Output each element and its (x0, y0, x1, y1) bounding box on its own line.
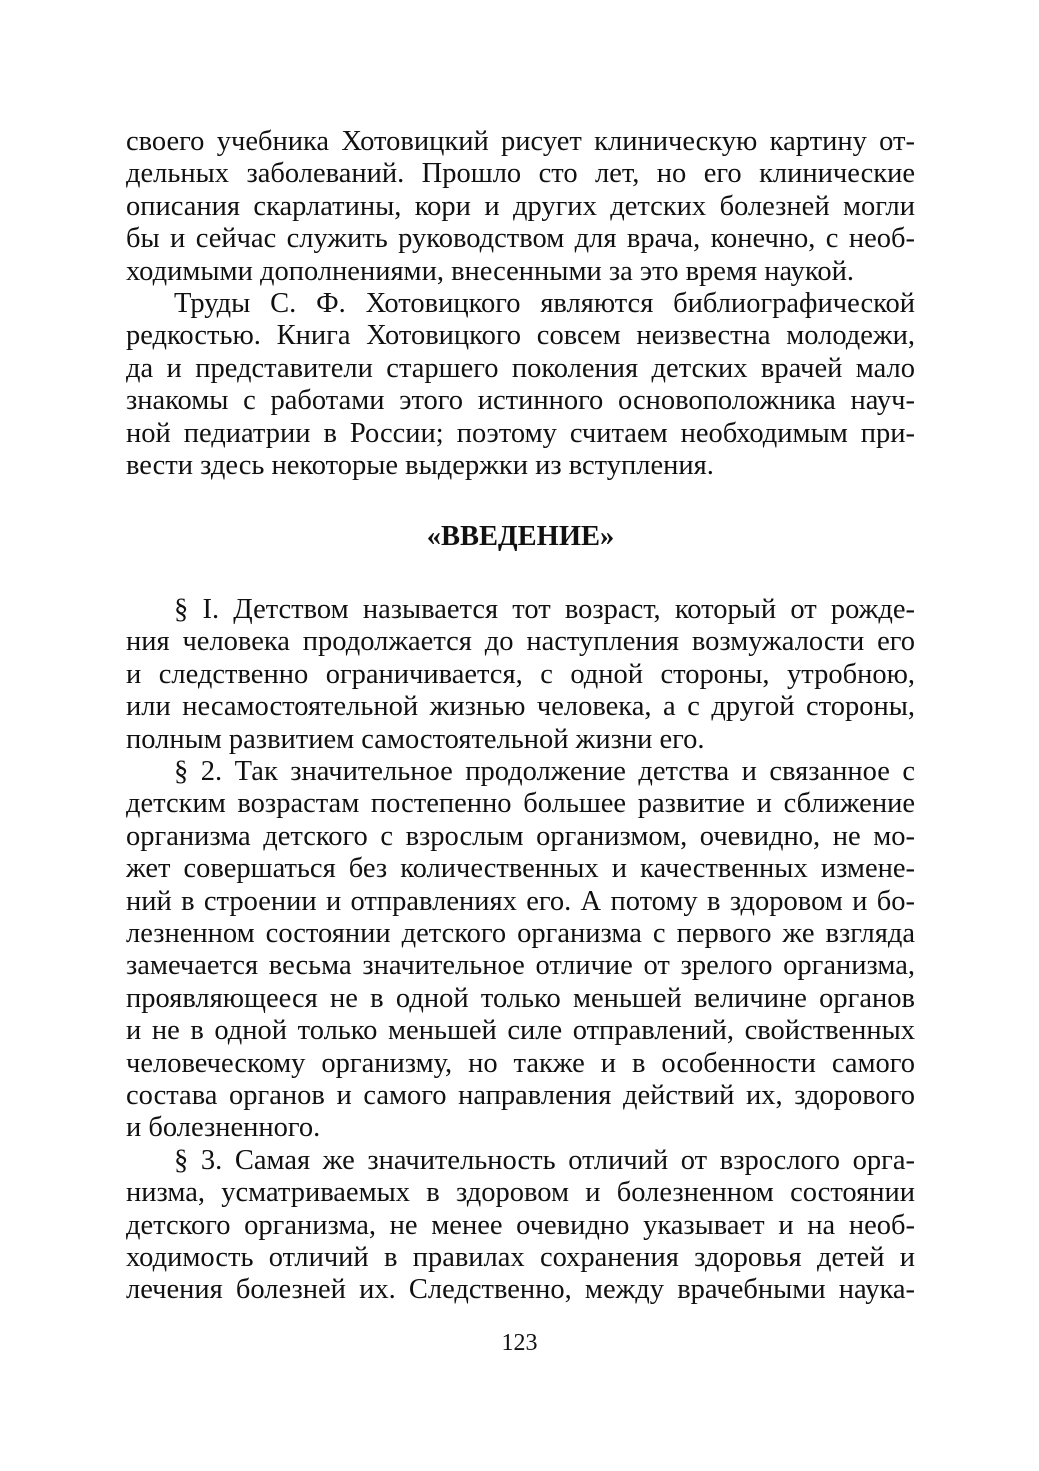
text-line: или несамостоятельной жизнью человека, а с другой стороны, (126, 691, 915, 723)
text-line: вести здесь некоторые выдержки из вступления. (126, 450, 714, 482)
text-line: своего учебника Хотовицкий рисует клиническую картину от- (126, 126, 915, 157)
intro-paragraph (126, 126, 915, 288)
text-line: полным развитием самостоятельной жизни его. (126, 723, 705, 755)
text-line: лезненном состоянии детского организма с первого же взгляда (126, 917, 915, 949)
text-line: и не в одной только меньшей силе отправлений, свойственных (126, 1015, 915, 1047)
intro-paragraph (126, 288, 915, 482)
text-line: организма детского с взрослым организмом, очевидно, не мо- (126, 820, 915, 852)
text-line: низма, усматриваемых в здоровом и болезненном состоянии (126, 1177, 915, 1209)
text-line: дельных заболеваний. Прошло сто лет, но его клинические (126, 158, 915, 190)
text-line: и болезненного. (126, 1112, 321, 1144)
text-line: ходимыми дополнениями, внесенными за это время наукой. (126, 255, 854, 287)
text-line: да и представители старшего поколения детских врачей мало (126, 352, 915, 384)
text-line: проявляющееся не в одной только меньшей величине органов (126, 982, 915, 1014)
book-page (126, 126, 915, 1307)
text-line: ходимость отличий в правилах сохранения здоровья детей и (126, 1242, 915, 1273)
introduction-paragraph (126, 756, 915, 1145)
text-line: состава органов и самого направления действий их, здорового (126, 1079, 915, 1111)
text-line: ной педиатрии в России; поэтому считаем необходимым при- (126, 417, 915, 449)
text-line: детского организма, не менее очевидно указывает и на необ- (126, 1209, 915, 1241)
text-line: § 2. Так значительное продолжение детства и связанное с (174, 755, 915, 787)
text-line: жет совершаться без количественных и качественных измене- (126, 853, 915, 885)
text-line: замечается весьма значительное отличие от зрелого организма, (126, 950, 915, 982)
page-number: 123 (501, 1330, 538, 1356)
text-line: и следственно ограничивается, с одной стороны, утробною, (126, 658, 915, 690)
text-block-before-heading (126, 126, 915, 482)
introduction-paragraph (126, 594, 915, 756)
section-heading: «ВВЕДЕНИЕ» (426, 521, 615, 553)
text-line: человеческому организму, но также и в особенности самого (126, 1047, 915, 1079)
text-line: лечения болезней их. Следственно, между врачебными наука- (126, 1274, 915, 1306)
text-line: ния человека продолжается до наступления возмужалости его (126, 626, 915, 658)
text-line: § I. Детством называется тот возраст, который от рожде- (174, 593, 915, 625)
text-line: редкостью. Книга Хотовицкого совсем неизвестна молодежи, (126, 320, 915, 352)
text-line: бы и сейчас служить руководством для врача, конечно, с необ- (126, 223, 915, 255)
text-line: ний в строении и отправлениях его. А потому в здоровом и бо- (126, 885, 915, 917)
text-block-after-heading (126, 594, 915, 1307)
text-line: § 3. Самая же значительность отличий от взрослого орга- (174, 1144, 915, 1176)
text-line: Труды С. Ф. Хотовицкого являются библиографической (174, 288, 915, 320)
text-line: детским возрастам постепенно большее развитие и сближение (126, 788, 915, 820)
text-line: знакомы с работами этого истинного основоположника науч- (126, 385, 915, 417)
text-line: описания скарлатины, кори и других детских болезней могли (126, 190, 915, 222)
introduction-paragraph (126, 1145, 915, 1307)
